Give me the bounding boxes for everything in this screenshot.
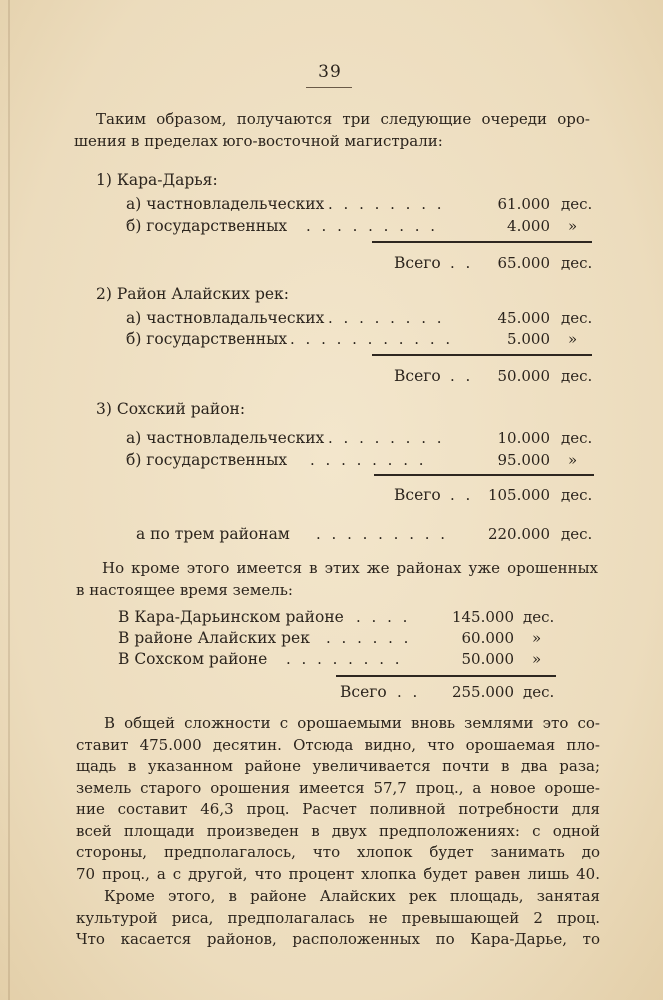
leader-dots: . . . . . . . . [310, 451, 427, 469]
irrigated-row-value: 60.000 [461, 629, 514, 647]
irrigated-intro-paragraph [76, 557, 598, 601]
body-paragraph [76, 886, 600, 951]
total-value: 65.000 [497, 254, 550, 272]
leader-dots: . . [450, 367, 474, 385]
sum-rule [336, 675, 556, 677]
region-row-label: а) частновладальческих [126, 309, 325, 327]
region-row-value: 61.000 [497, 195, 550, 213]
total-value: 50.000 [497, 367, 550, 385]
body-line: 70 проц., а с другой, что процент хлопка будет равен лишь 40. [76, 864, 600, 883]
irrigated-row-unit: » [532, 629, 542, 647]
body-line: ние составит 46,3 проц. Расчет поливной потребности для [76, 800, 600, 818]
body-line: земель старого орошения имеется 57,7 проц., а новое ороше- [76, 778, 600, 797]
leader-dots: . . . . . . . . [328, 195, 445, 213]
intro-line: шения в пределах юго-восточной магистрали: [74, 132, 443, 150]
body-line: стороны, предполагалось, что хлопок будет занимать до [76, 843, 600, 861]
leader-dots: . . . . . . . . . [306, 217, 439, 235]
region-row-label: а) частновладельческих [126, 195, 325, 213]
body-line: щадь в указанном районе увеличивается почти в два раза; [76, 757, 600, 775]
irrigated-row-label: В районе Алайских рек [118, 629, 310, 647]
region-row-unit: дес. [561, 429, 593, 447]
irrigated-row-label: В Сохском районе [118, 650, 268, 668]
body-line: Что касается районов, расположенных по Кара-Дарье, то [76, 930, 600, 948]
intro-paragraph [74, 108, 590, 152]
total-unit: дес. [561, 486, 593, 504]
leader-dots: . . [450, 254, 474, 272]
grand-total-label: а по трем районам [136, 525, 290, 543]
region-row-value: 45.000 [497, 309, 550, 327]
page-number: 39 [318, 62, 342, 82]
region-row-label: б) государственных [126, 451, 288, 469]
grand-total-value: 220.000 [487, 525, 550, 543]
total-unit: дес. [523, 683, 555, 701]
region-row-unit: дес. [561, 309, 593, 327]
body-line: Кроме этого, в районе Алайских рек площадь, занятая [104, 887, 600, 905]
irrigated-row-value: 145.000 [451, 608, 514, 626]
total-label: Всего [394, 367, 441, 385]
irrigated-row-value: 50.000 [461, 650, 514, 668]
body-paragraph [76, 713, 600, 885]
region-row-label: б) государственных [126, 217, 288, 235]
leader-dots: . . [450, 486, 474, 504]
region-row-label: а) частновладельческих [126, 429, 325, 447]
total-unit: дес. [561, 254, 593, 272]
region-row-unit: » [568, 330, 578, 348]
region-row-value: 10.000 [497, 429, 550, 447]
irrigated-row-unit: » [532, 650, 542, 668]
sum-rule [374, 474, 594, 476]
total-label: Всего [394, 486, 441, 504]
sum-rule [372, 241, 592, 243]
region-row-unit: » [568, 217, 578, 235]
total-value: 105.000 [487, 486, 550, 504]
total-label: Всего [394, 254, 441, 272]
total-unit: дес. [561, 367, 593, 385]
sum-rule [372, 354, 592, 356]
leader-dots: . . . . . . . . . [316, 525, 449, 543]
body-line: культурой риса, предполагалась не превышающей 2 проц. [76, 908, 600, 927]
region-row-value: 95.000 [497, 451, 550, 469]
total-label: Всего [340, 683, 387, 701]
page-number-underline [306, 87, 352, 88]
region-row-unit: » [568, 451, 578, 469]
region-row-label: б) государственных [126, 330, 288, 348]
irrigated-row-label: В Кара-Дарьинском районе [118, 608, 344, 626]
intro-line: Таким образом, получаются три следующие очереди оро- [96, 110, 590, 128]
leader-dots: . . . . [356, 608, 411, 626]
page-fold-shadow [8, 0, 10, 1000]
leader-dots: . . . . . . . . [328, 309, 445, 327]
body-line: ставит 475.000 десятин. Отсюда видно, что орошаемая пло- [76, 735, 600, 754]
irrigated-intro-line: Но кроме этого имеется в этих же районах уже орошенных [102, 559, 598, 577]
irrigated-row-unit: дес. [523, 608, 555, 626]
leader-dots: . . . . . . . . . . . [290, 330, 454, 348]
region-row-value: 4.000 [507, 217, 550, 235]
body-line: В общей сложности с орошаемыми вновь землями это со- [104, 714, 600, 732]
region-title: 2) Район Алайских рек: [96, 285, 289, 303]
leader-dots: . . . . . . [326, 629, 412, 647]
irrigated-intro-line: в настоящее время земель: [76, 581, 293, 599]
grand-total-unit: дес. [561, 525, 593, 543]
leader-dots: . . . . . . . . [286, 650, 403, 668]
region-row-unit: дес. [561, 195, 593, 213]
total-value: 255.000 [451, 683, 514, 701]
region-title: 1) Кара-Дарья: [96, 171, 218, 189]
region-row-value: 5.000 [507, 330, 550, 348]
leader-dots: . . . . . . . . [328, 429, 445, 447]
region-title: 3) Сохский район: [96, 400, 246, 418]
leader-dots: . . [397, 683, 421, 701]
body-line: всей площади произведен в двух предположениях: с одной [76, 821, 600, 840]
